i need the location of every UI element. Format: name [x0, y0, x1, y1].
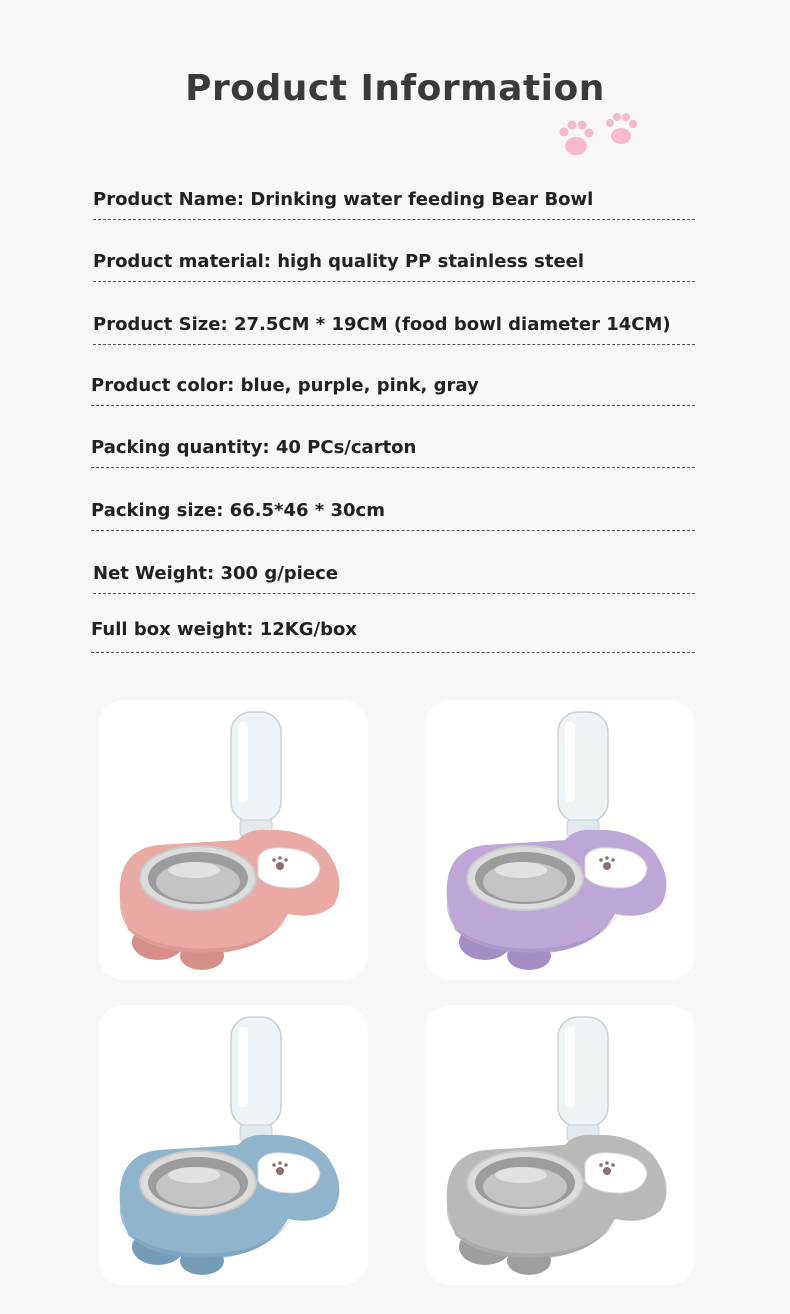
product-card-purple [425, 700, 695, 980]
water-bottle [558, 712, 608, 836]
food-bowl [140, 846, 256, 910]
bear-bowl-blue-image [98, 1005, 368, 1285]
product-card-blue [98, 1005, 368, 1285]
water-bottle [558, 1017, 608, 1141]
bear-bowl-gray-image [425, 1005, 695, 1285]
spec-product-color: Product color: blue, purple, pink, gray [91, 366, 695, 406]
spec-product-name: Product Name: Drinking water feeding Bear Bowl [93, 180, 695, 220]
spec-full-box-weight: Full box weight: 12KG/box [91, 610, 695, 653]
food-bowl [467, 846, 583, 910]
product-card-gray [425, 1005, 695, 1285]
spec-packing-quantity: Packing quantity: 40 PCs/carton [91, 428, 695, 468]
water-bottle [231, 712, 281, 836]
paw-icon-right [606, 113, 637, 144]
food-bowl [467, 1151, 583, 1215]
spec-product-material: Product material: high quality PP stainless steel [93, 242, 695, 282]
spec-product-size: Product Size: 27.5CM * 19CM (food bowl diameter 14CM) [93, 305, 695, 345]
paw-icon-left [560, 121, 594, 156]
spec-packing-size: Packing size: 66.5*46 * 30cm [91, 491, 695, 531]
page-title: Product Information [185, 68, 605, 109]
bear-bowl-pink-image [98, 700, 368, 980]
spec-net-weight: Net Weight: 300 g/piece [93, 554, 695, 594]
product-card-pink [98, 700, 368, 980]
paw-prints-icon [552, 108, 644, 168]
food-bowl [140, 1151, 256, 1215]
bear-bowl-purple-image [425, 700, 695, 980]
water-bottle [231, 1017, 281, 1141]
